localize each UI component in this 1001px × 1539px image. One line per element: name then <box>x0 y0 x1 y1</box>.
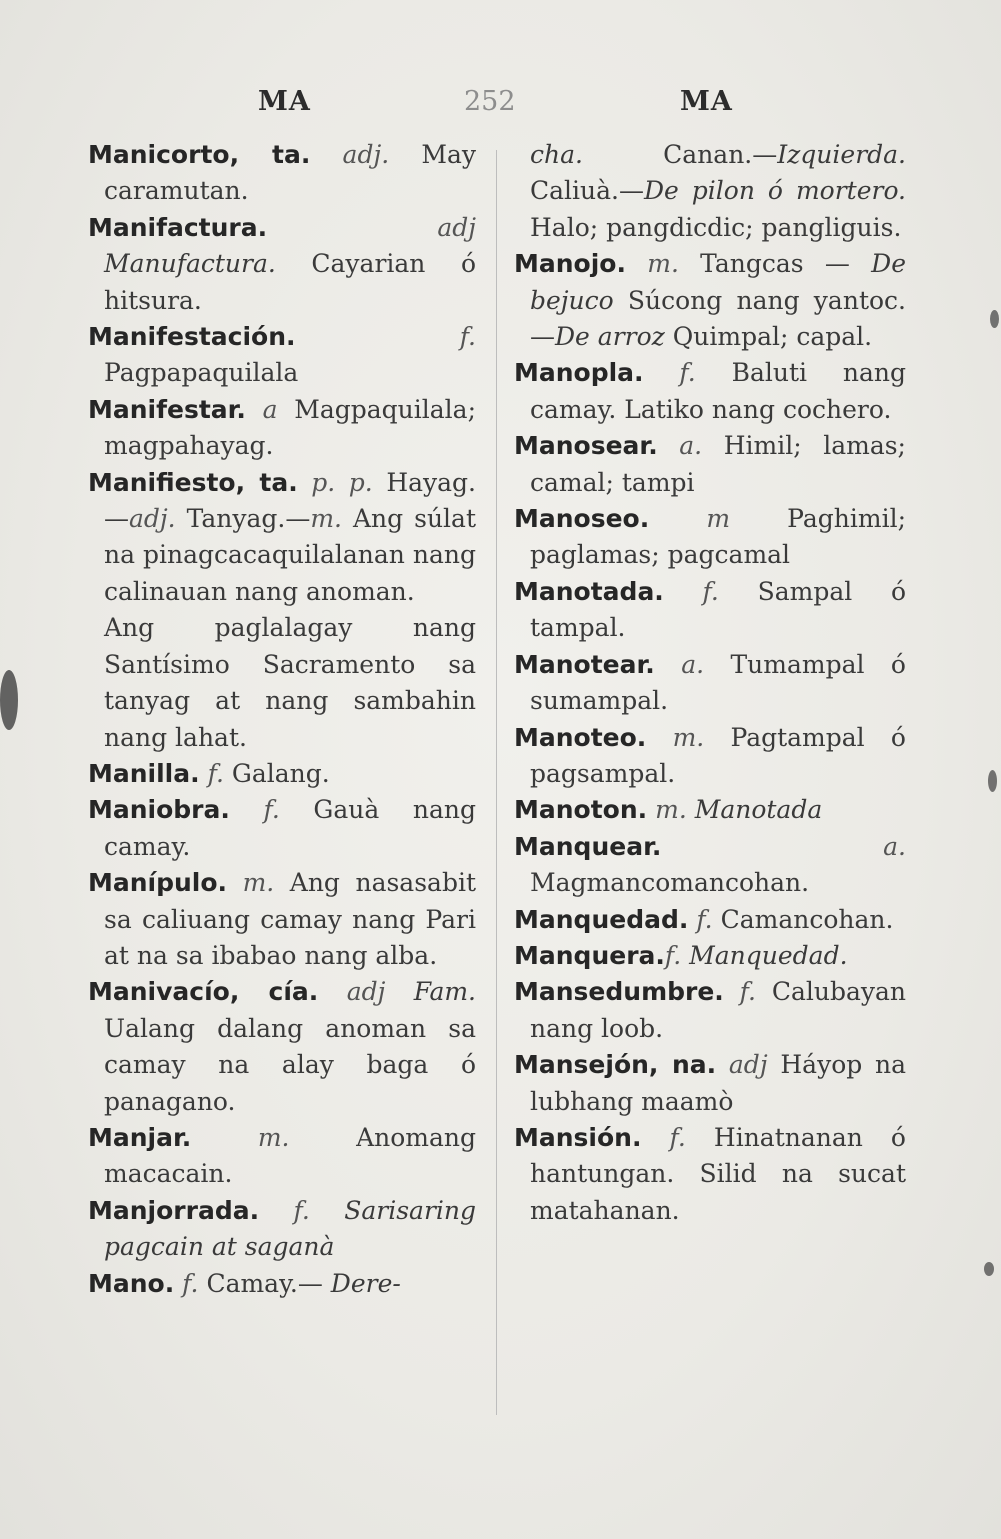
entry-manicorto: Manicorto, ta. adj. May caramutan. <box>88 140 476 206</box>
entry-manquera: Manquera.f. Manquedad. <box>514 940 848 970</box>
running-head-left: MA <box>258 86 311 117</box>
entry-mano: Mano. f. Camay.— Dere- <box>88 1268 401 1298</box>
entry-manjorrada: Manjorrada. f. Sarisaring pagcain at saganà <box>88 1195 477 1262</box>
entry-manoton: Manoton. m. Manotada <box>514 795 823 825</box>
entry-manifestacion: Manifestación. f. Pagpapaquilala <box>88 322 476 388</box>
ink-blot-right-2 <box>988 770 997 792</box>
column-divider <box>496 150 497 1415</box>
entry-manjar: Manjar. m. Anomang macacain. <box>88 1122 477 1189</box>
entry-manilla: Manilla. f. Galang. <box>88 758 330 788</box>
entry-manifiesto-continued: Ang paglalagay nang Santísimo Sacramento sa tanyag at nang sambahin nang lahat. <box>104 613 476 752</box>
entry-manquedad: Manquedad. f. Camancohan. <box>514 904 894 934</box>
entry-mansion: Mansión. f. Hinatnanan ó hantungan. Silid na sucat matahanan. <box>514 1122 906 1225</box>
entry-manivacio: Manivacío, cía. adj Fam. Ualang dalang anoman sa camay na alay baga ó panagano. <box>88 977 477 1116</box>
entry-manojo: Manojo. m. Tangcas — De bejuco Súcong nang yantoc.—De arroz Quimpal; capal. <box>514 249 906 352</box>
page-number: 252 <box>464 86 516 117</box>
left-column <box>88 137 476 1302</box>
entry-manifiesto: Manifiesto, ta. p. p. Hayag.—adj. Tanyag.—m. Ang súlat na pinagcacaquilalanan nang calinauan nang anoman. <box>88 467 477 606</box>
entry-manifestar: Manifestar. a Magpaquilala; magpahayag. <box>88 394 477 461</box>
entry-mansedumbre: Mansedumbre. f. Calubayan nang loob. <box>514 977 907 1043</box>
entry-manquear: Manquear. a. Magmancomancohan. <box>514 831 906 898</box>
entry-manifactura: Manifactura. adj Manufactura. Cayarian ó hitsura. <box>88 212 477 315</box>
entry-manoseo: Manoseo. m Paghimil; paglamas; pagcamal <box>514 504 906 570</box>
entry-manotear: Manotear. a. Tumampal ó sumampal. <box>514 649 906 716</box>
entry-manosear: Manosear. a. Himil; lamas; camal; tampi <box>514 431 906 497</box>
entry-manopla: Manopla. f. Baluti nang camay. Latiko nang cochero. <box>514 358 906 424</box>
entry-manotada: Manotada. f. Sampal ó tampal. <box>514 576 907 643</box>
entry-manoteo: Manoteo. m. Pagtampal ó pagsampal. <box>514 722 906 788</box>
ink-blot-left <box>0 670 18 730</box>
ink-blot-right-1 <box>990 310 999 328</box>
entry-mansejon: Mansejón, na. adj Háyop na lubhang maamò <box>514 1050 907 1116</box>
ink-blot-right-3 <box>984 1262 994 1276</box>
running-head-right: MA <box>680 86 733 117</box>
right-column <box>514 137 906 1229</box>
entry-manipulo: Manípulo. m. Ang nasasabit sa caliuang camay nang Pari at na sa ibabao nang alba. <box>88 868 476 970</box>
entry-mano-continued: cha. Canan.—Izquierda. Caliuà.—De pilon ó mortero. Halo; pangdicdic; pangliguis. <box>530 140 906 242</box>
entry-maniobra: Maniobra. f. Gauà nang camay. <box>88 795 476 861</box>
